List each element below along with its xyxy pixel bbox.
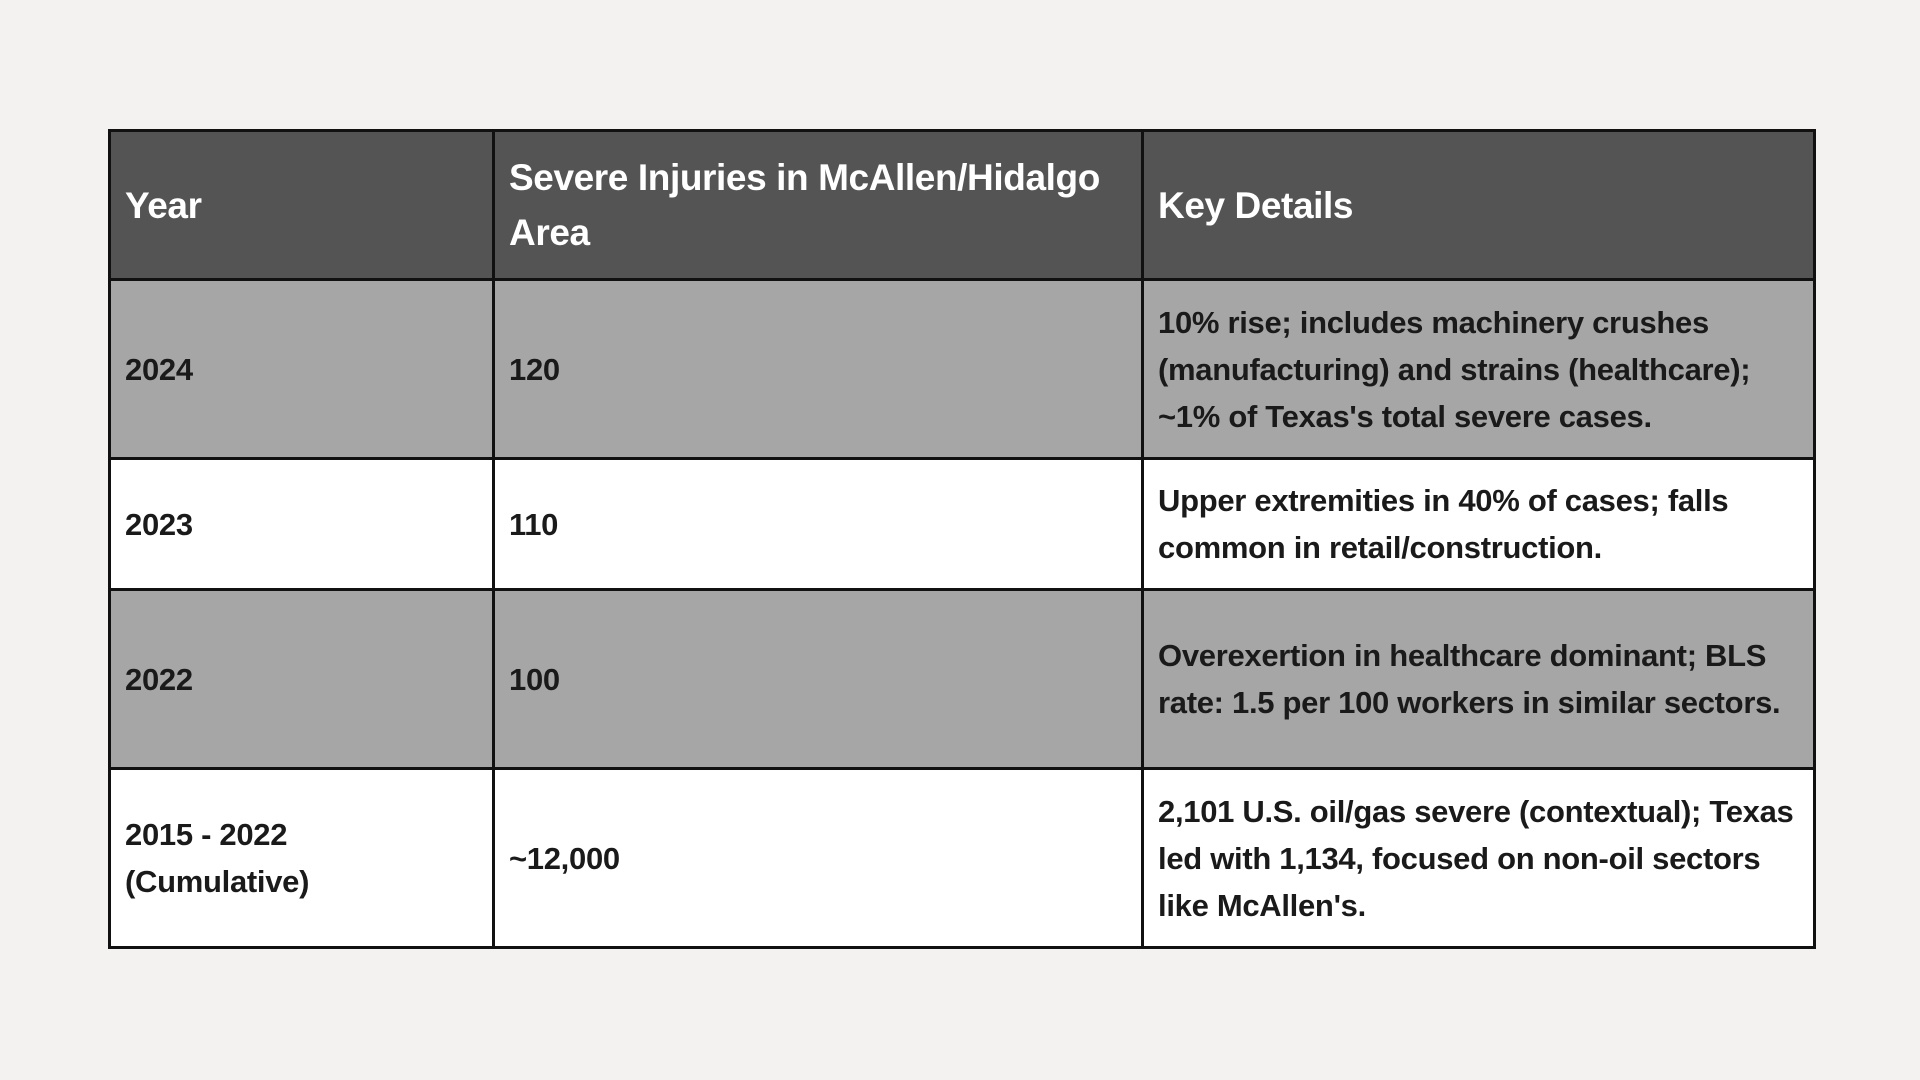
table-row <box>110 459 1815 590</box>
table-row <box>110 590 1815 769</box>
cell-injuries: 110 <box>494 459 1143 590</box>
injury-table-container <box>108 129 1813 949</box>
cell-injuries: ~12,000 <box>494 769 1143 948</box>
cell-details: Overexertion in healthcare dominant; BLS rate: 1.5 per 100 workers in similar sectors. <box>1143 590 1815 769</box>
cell-injuries: 100 <box>494 590 1143 769</box>
header-year: Year <box>110 131 494 280</box>
cell-year: 2023 <box>110 459 494 590</box>
cell-details: 2,101 U.S. oil/gas severe (contextual); Texas led with 1,134, focused on non-oil sectors like McAllen's. <box>1143 769 1815 948</box>
cell-details: Upper extremities in 40% of cases; falls common in retail/construction. <box>1143 459 1815 590</box>
table-row <box>110 280 1815 459</box>
table-header-row <box>110 131 1815 280</box>
header-key-details: Key Details <box>1143 131 1815 280</box>
cell-details: 10% rise; includes machinery crushes (manufacturing) and strains (healthcare); ~1% of Texas's total severe cases. <box>1143 280 1815 459</box>
cell-year: 2015 - 2022 (Cumulative) <box>110 769 494 948</box>
injury-table <box>108 129 1816 949</box>
table-row <box>110 769 1815 948</box>
cell-year: 2024 <box>110 280 494 459</box>
header-severe-injuries: Severe Injuries in McAllen/Hidalgo Area <box>494 131 1143 280</box>
cell-year: 2022 <box>110 590 494 769</box>
cell-injuries: 120 <box>494 280 1143 459</box>
